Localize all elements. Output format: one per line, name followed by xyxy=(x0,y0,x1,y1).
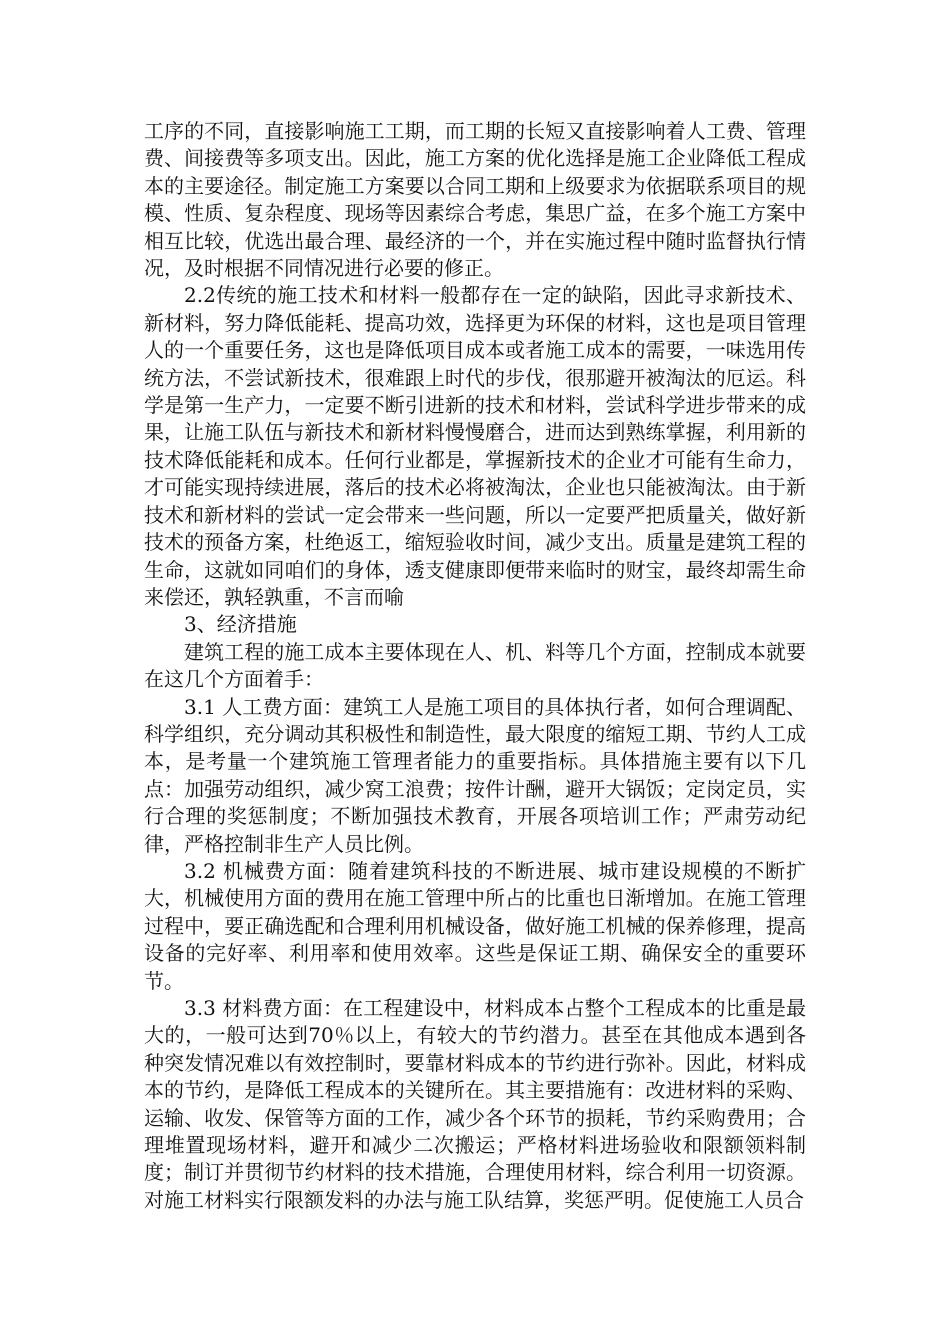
paragraph-3-2-machinery-cost: 3.2 机械费方面：随着建筑科技的不断进展、城市建设规模的不断扩大，机械使用方面的费用在施工管理中所占的比重也日渐增加。在施工管理过程中，要正确选配和合理利用机械设备，做好施工机械的保养修理，提高设备的完好率、利用率和使用效率。这些是保证工期、确保安全的重要环节。 xyxy=(144,858,806,993)
paragraph-2-2-new-technology: 2.2传统的施工技术和材料一般都存在一定的缺陷，因此寻求新技术、新材料，努力降低能耗、提高功效，选择更为环保的材料，这也是项目管理人的一个重要任务，这也是降低项目成本或者施工成本的需要，一味选用传统方法，不尝试新技术，很难跟上时代的步伐，很那避开被淘汰的厄运。科学是第一生产力，一定要不断引进新的技术和材料，尝试科学进步带来的成果，让施工队伍与新技术和新材料慢慢磨合，进而达到熟练掌握，利用新的技术降低能耗和成本。任何行业都是，掌握新技术的企业才可能有生命力，才可能实现持续进展，落后的技术必将被淘汰，企业也只能被淘汰。由于新技术和新材料的尝试一定会带来一些问题，所以一定要严把质量关，做好新技术的预备方案，杜绝返工，缩短验收时间，减少支出。质量是建筑工程的生命，这就如同咱们的身体，透支健康即便带来临时的财宝，最终却需生命来偿还，孰轻孰重，不言而喻 xyxy=(144,283,806,609)
paragraph-3-1-labor-cost: 3.1 人工费方面：建筑工人是施工项目的具体执行者，如何合理调配、科学组织，充分调动其积极性和制造性，最大限度的缩短工期、节约人工成本，是考量一个建筑施工管理者能力的重要指标。具体措施主要有以下几点：加强劳动组织，减少窝工浪费；按件计酬，避开大锅饭；定岗定员，实行合理的奖惩制度；不断加强技术教育，开展各项培训工作；严肃劳动纪律，严格控制非生产人员比例。 xyxy=(144,694,806,856)
paragraph-economic-intro: 建筑工程的施工成本主要体现在人、机、料等几个方面，控制成本就要在这几个方面着手： xyxy=(144,639,806,692)
section-heading-economic-measures: 3、经济措施 xyxy=(184,612,297,637)
paragraph-3-3-material-cost: 3.3 材料费方面：在工程建设中，材料成本占整个工程成本的比重是最大的，一般可达到70％以上，有较大的节约潜力。甚至在其他成本遇到各种突发情况难以有效控制时，要靠材料成本的节约进行弥补。因此，材料成本的节约，是降低工程成本的关键所在。其主要措施有：改进材料的采购、运输、收发、保管等方面的工作，减少各个环节的损耗，节约采购费用；合理堆置现场材料，避开和减少二次搬运；严格材料进场验收和限额领料制度；制订并贯彻节约材料的技术措施，合理使用材料，综合利用一切资源。对施工材料实行限额发料的办法与施工队结算，奖惩严明。促使施工人员合 xyxy=(144,996,806,1212)
document-body xyxy=(144,118,806,1214)
paragraph-continuation: 工序的不同，直接影响施工工期，而工期的长短又直接影响着人工费、管理费、间接费等多项支出。因此，施工方案的优化选择是施工企业降低工程成本的主要途径。制定施工方案要以合同工期和上级要求为依据联系项目的规模、性质、复杂程度、现场等因素综合考虑，集思广益，在多个施工方案中相互比较，优选出最合理、最经济的一个，并在实施过程中随时监督执行情况，及时根据不同情况进行必要的修正。 xyxy=(144,119,806,281)
